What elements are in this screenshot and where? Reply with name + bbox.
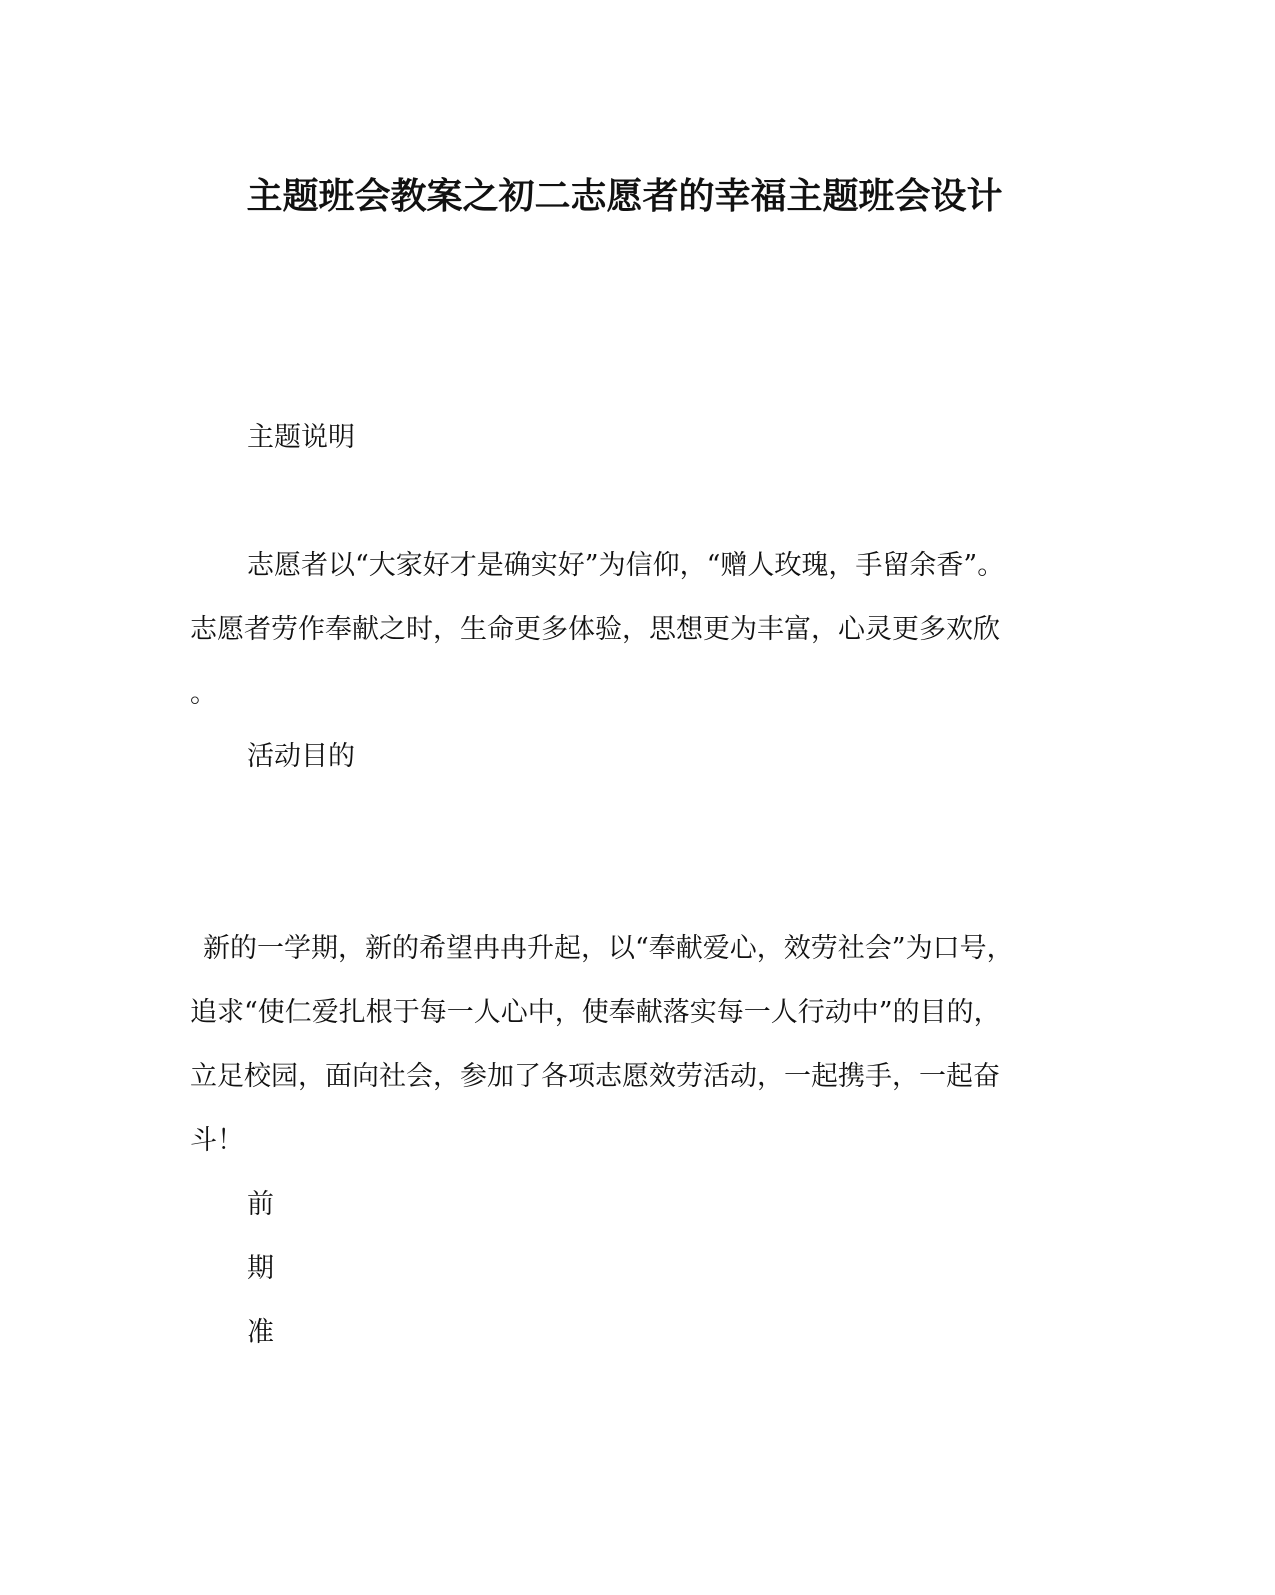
goal-paragraph-line-4: 斗！: [190, 1125, 244, 1156]
prep-heading-char-2: 期: [247, 1253, 274, 1284]
prep-heading-char-3: 准: [247, 1317, 274, 1348]
theme-paragraph-line-2: 志愿者劳作奉献之时，生命更多体验，思想更为丰富，心灵更多欢欣: [190, 614, 1000, 645]
document-title: 主题班会教案之初二志愿者的幸福主题班会设计: [246, 175, 1003, 217]
theme-paragraph-line-1: 志愿者以“大家好才是确实好”为信仰，“赠人玫瑰，手留余香”。: [247, 550, 1005, 581]
prep-heading-char-1: 前: [247, 1189, 274, 1220]
goal-paragraph-line-2: 追求“使仁爱扎根于每一人心中，使奉献落实每一人行动中”的目的，: [190, 997, 1001, 1028]
section-heading-goal: 活动目的: [247, 741, 355, 772]
goal-paragraph-line-3: 立足校园，面向社会，参加了各项志愿效劳活动，一起携手，一起奋: [190, 1061, 1000, 1092]
goal-paragraph-line-1: 新的一学期，新的希望冉冉升起，以“奉献爱心，效劳社会”为口号，: [203, 933, 1014, 964]
section-heading-theme: 主题说明: [247, 422, 355, 453]
theme-paragraph-line-3: 。: [190, 678, 217, 709]
